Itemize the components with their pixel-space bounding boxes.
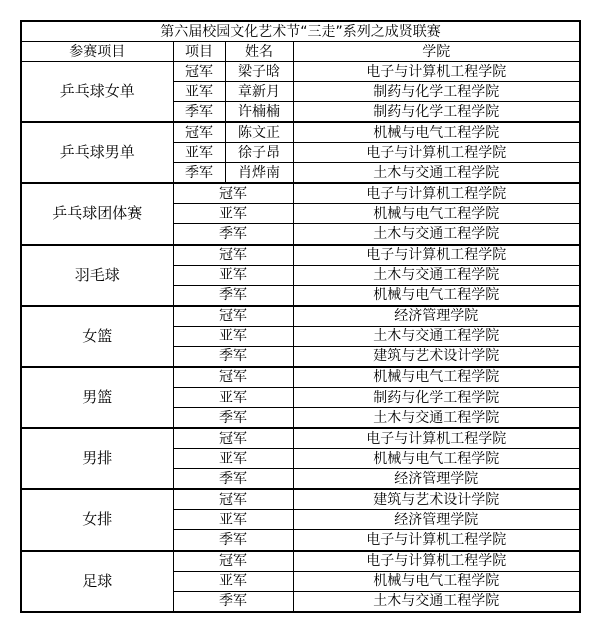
college-cell: 电子与计算机工程学院 xyxy=(293,530,580,551)
place-cell: 季军 xyxy=(173,224,293,245)
place-cell: 冠军 xyxy=(173,183,293,204)
awards-table-body xyxy=(21,21,580,612)
college-cell: 机械与电气工程学院 xyxy=(293,367,580,388)
table-row xyxy=(21,551,580,572)
place-cell: 亚军 xyxy=(173,571,293,591)
event-name-cell: 乒乓球男单 xyxy=(21,122,173,183)
table-title: 第六届校园文化艺术节“三走”系列之成贤联赛 xyxy=(21,21,580,42)
event-name-cell: 女排 xyxy=(21,489,173,550)
event-name-cell: 羽毛球 xyxy=(21,245,173,306)
place-cell: 季军 xyxy=(173,285,293,306)
place-cell: 冠军 xyxy=(173,245,293,266)
event-name-cell: 男排 xyxy=(21,428,173,489)
college-cell: 经济管理学院 xyxy=(293,510,580,530)
header-name: 姓名 xyxy=(225,42,293,62)
place-cell: 季军 xyxy=(173,469,293,490)
place-cell: 冠军 xyxy=(173,62,225,82)
header-row xyxy=(21,42,580,62)
college-cell: 土木与交通工程学院 xyxy=(293,326,580,346)
college-cell: 机械与电气工程学院 xyxy=(293,285,580,306)
place-cell: 冠军 xyxy=(173,367,293,388)
event-name-cell: 乒乓球团体赛 xyxy=(21,183,173,244)
table-row xyxy=(21,367,580,388)
table-row xyxy=(21,306,580,327)
header-event: 参赛项目 xyxy=(21,42,173,62)
place-cell: 亚军 xyxy=(173,388,293,408)
person-name-cell: 章新月 xyxy=(225,82,293,102)
college-cell: 制药与化学工程学院 xyxy=(293,388,580,408)
event-name-cell: 乒乓球女单 xyxy=(21,62,173,123)
college-cell: 建筑与艺术设计学院 xyxy=(293,489,580,510)
table-row xyxy=(21,62,580,82)
college-cell: 建筑与艺术设计学院 xyxy=(293,346,580,367)
place-cell: 季军 xyxy=(173,591,293,612)
place-cell: 亚军 xyxy=(173,204,293,224)
college-cell: 机械与电气工程学院 xyxy=(293,571,580,591)
college-cell: 土木与交通工程学院 xyxy=(293,224,580,245)
college-cell: 制药与化学工程学院 xyxy=(293,82,580,102)
event-name-cell: 男篮 xyxy=(21,367,173,428)
place-cell: 亚军 xyxy=(173,449,293,469)
college-cell: 电子与计算机工程学院 xyxy=(293,428,580,449)
place-cell: 冠军 xyxy=(173,122,225,143)
person-name-cell: 梁子晗 xyxy=(225,62,293,82)
person-name-cell: 肖烨南 xyxy=(225,163,293,184)
table-row xyxy=(21,122,580,143)
table-row xyxy=(21,183,580,204)
person-name-cell: 陈文正 xyxy=(225,122,293,143)
college-cell: 土木与交通工程学院 xyxy=(293,163,580,184)
person-name-cell: 徐子昂 xyxy=(225,143,293,163)
place-cell: 季军 xyxy=(173,530,293,551)
place-cell: 冠军 xyxy=(173,489,293,510)
place-cell: 亚军 xyxy=(173,326,293,346)
place-cell: 季军 xyxy=(173,346,293,367)
college-cell: 电子与计算机工程学院 xyxy=(293,551,580,572)
place-cell: 季军 xyxy=(173,408,293,429)
place-cell: 冠军 xyxy=(173,551,293,572)
place-cell: 季军 xyxy=(173,101,225,122)
place-cell: 季军 xyxy=(173,163,225,184)
person-name-cell: 许楠楠 xyxy=(225,101,293,122)
college-cell: 土木与交通工程学院 xyxy=(293,265,580,285)
college-cell: 机械与电气工程学院 xyxy=(293,449,580,469)
place-cell: 亚军 xyxy=(173,143,225,163)
place-cell: 亚军 xyxy=(173,510,293,530)
college-cell: 经济管理学院 xyxy=(293,306,580,327)
header-place: 项目 xyxy=(173,42,225,62)
college-cell: 电子与计算机工程学院 xyxy=(293,183,580,204)
place-cell: 亚军 xyxy=(173,265,293,285)
place-cell: 冠军 xyxy=(173,428,293,449)
college-cell: 土木与交通工程学院 xyxy=(293,591,580,612)
table-row xyxy=(21,428,580,449)
event-name-cell: 女篮 xyxy=(21,306,173,367)
college-cell: 机械与电气工程学院 xyxy=(293,122,580,143)
title-row xyxy=(21,21,580,42)
table-row xyxy=(21,245,580,266)
college-cell: 经济管理学院 xyxy=(293,469,580,490)
header-college: 学院 xyxy=(293,42,580,62)
event-name-cell: 足球 xyxy=(21,551,173,612)
college-cell: 机械与电气工程学院 xyxy=(293,204,580,224)
table-row xyxy=(21,489,580,510)
college-cell: 土木与交通工程学院 xyxy=(293,408,580,429)
college-cell: 电子与计算机工程学院 xyxy=(293,245,580,266)
college-cell: 电子与计算机工程学院 xyxy=(293,62,580,82)
college-cell: 制药与化学工程学院 xyxy=(293,101,580,122)
college-cell: 电子与计算机工程学院 xyxy=(293,143,580,163)
awards-table xyxy=(20,20,581,613)
place-cell: 冠军 xyxy=(173,306,293,327)
place-cell: 亚军 xyxy=(173,82,225,102)
